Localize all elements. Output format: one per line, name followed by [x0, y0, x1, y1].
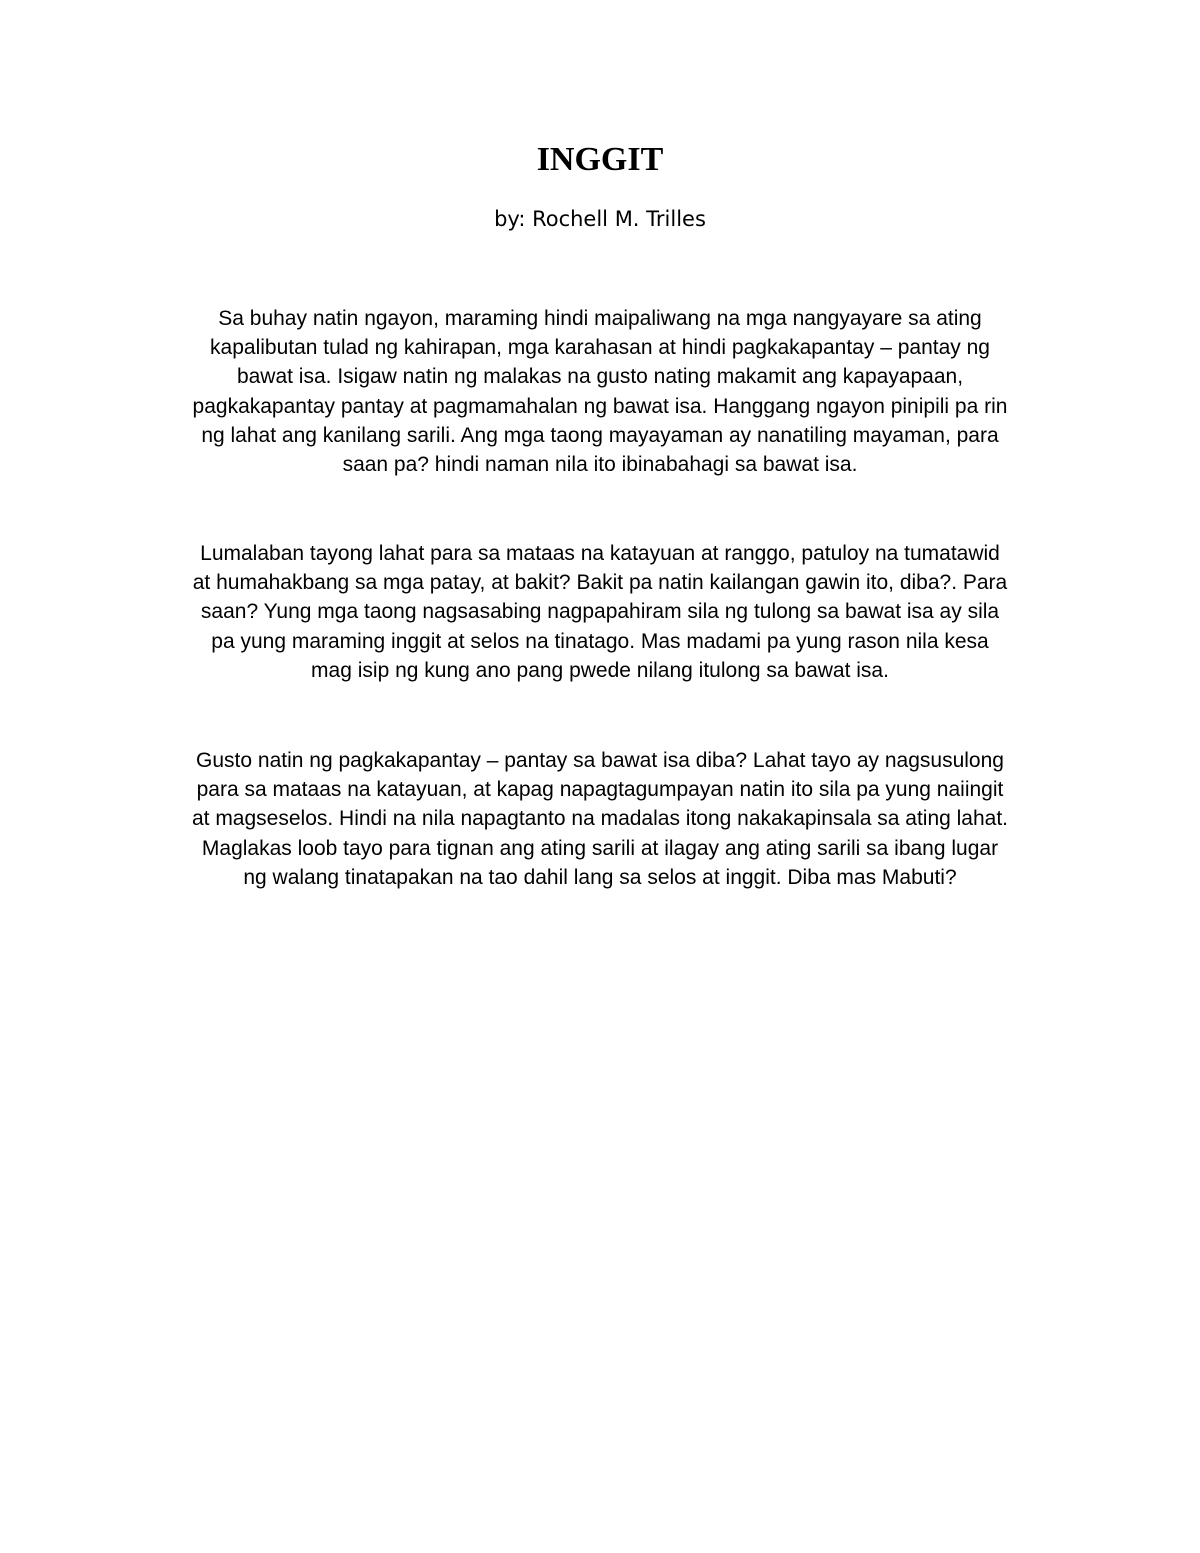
paragraph-1 [135, 304, 1065, 479]
paragraph-3 [135, 746, 1065, 892]
document-title: INGGIT [536, 141, 664, 178]
paragraph-line: Maglakas loob tayo para tignan ang ating sarili at ilagay ang ating sarili sa ibang lugar [201, 836, 999, 860]
paragraph-line: bawat isa. Isigaw natin ng malakas na gusto nating makamit ang kapayapaan, [236, 365, 964, 389]
paragraph-line: saan? Yung mga taong nagsasabing nagpapahiram sila ng tulong sa bawat isa ay sila [200, 600, 1000, 624]
paragraph-line: pagkakapantay pantay at pagmamahalan ng bawat isa. Hanggang ngayon pinipili pa rin [192, 394, 1008, 418]
paragraph-line: ng walang tinatapakan na tao dahil lang sa selos at inggit. Diba mas Mabuti? [243, 865, 957, 889]
paragraph-line: Lumalaban tayong lahat para sa mataas na katayuan at ranggo, patuloy na tumatawid [200, 542, 1000, 565]
paragraph-line: Gusto natin ng pagkakapantay – pantay sa bawat isa diba? Lahat tayo ay nagsusulong [196, 749, 1004, 772]
paragraph-line: mag isip ng kung ano pang pwede nilang itulong sa bawat isa. [311, 658, 889, 682]
paragraph-line: kapalibutan tulad ng kahirapan, mga karahasan at hindi pagkakapantay – pantay ng [210, 336, 990, 360]
paragraph-line: saan pa? hindi naman nila ito ibinabahagi sa bawat isa. [342, 453, 858, 477]
paragraph-line: at magseselos. Hindi na nila napagtanto na madalas itong nakakapinsala sa ating lahat. [191, 807, 1009, 831]
paragraph-line: ng lahat ang kanilang sarili. Ang mga taong mayayaman ay nanatiling mayaman, para [201, 423, 999, 447]
paragraph-2 [135, 539, 1065, 685]
paragraph-line: at humahakbang sa mga patay, at bakit? Bakit pa natin kailangan gawin ito, diba?. Para [192, 571, 1008, 595]
paragraph-line: para sa mataas na katayuan, at kapag napagtagumpayan natin ito sila pa yung naiingit [196, 778, 1004, 802]
document-author: by: Rochell M. Trilles [494, 207, 706, 231]
paragraph-line: pa yung maraming inggit at selos na tinatago. Mas madami pa yung rason nila kesa [211, 629, 989, 653]
paragraph-line: Sa buhay natin ngayon, maraming hindi maipaliwang na mga nangyayare sa ating [218, 307, 982, 330]
